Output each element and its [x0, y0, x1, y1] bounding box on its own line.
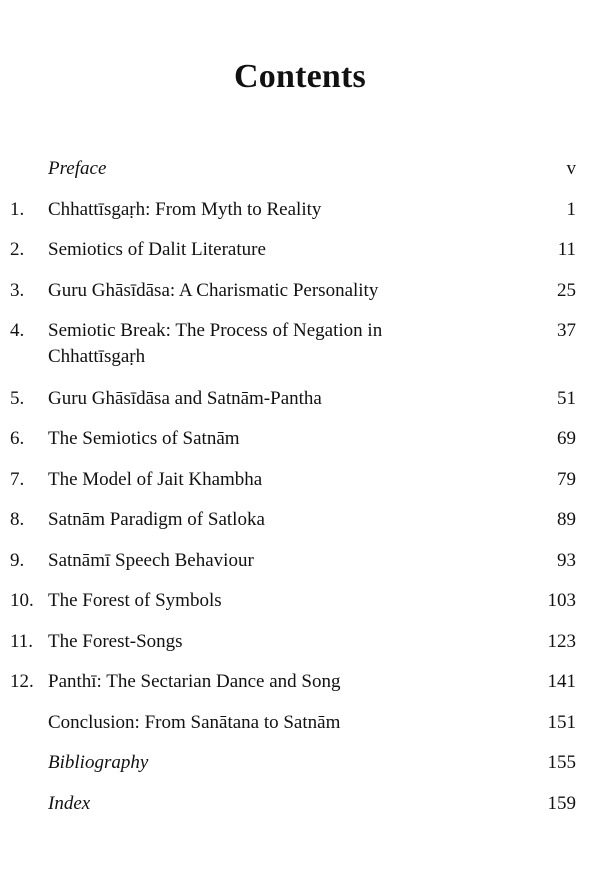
toc-entry	[0, 237, 600, 278]
entry-page-number: 103	[547, 590, 576, 611]
entry-number: 5.	[10, 387, 25, 409]
toc-entry	[0, 548, 600, 589]
entry-number: 7.	[10, 468, 25, 490]
entry-number: 10.	[10, 590, 34, 611]
entry-title: Semiotics of Dalit Literature	[48, 239, 266, 260]
toc-entry	[0, 278, 600, 319]
toc-entry	[0, 197, 600, 238]
table-of-contents	[0, 156, 600, 831]
toc-entry	[0, 507, 600, 548]
toc-entry	[0, 710, 600, 751]
entry-page-number: 141	[547, 671, 576, 692]
page-title: Contents	[234, 58, 366, 95]
toc-entry	[0, 588, 600, 629]
entry-page-number: 155	[547, 752, 576, 773]
entry-page-number: 51	[557, 387, 576, 409]
entry-title: The Model of Jait Khambha	[48, 468, 263, 490]
entry-title: Satnām Paradigm of Satloka	[48, 509, 265, 530]
entry-number: 3.	[10, 279, 25, 301]
entry-title: Chhattīsgaṛh: From Myth to Reality	[48, 198, 322, 220]
toc-entry	[0, 791, 600, 832]
entry-number: 9.	[10, 549, 25, 571]
entry-title: The Forest of Symbols	[48, 590, 222, 611]
toc-entry	[0, 318, 600, 386]
entry-title: The Forest-Songs	[48, 630, 183, 652]
toc-entry	[0, 629, 600, 670]
entry-page-number: 151	[547, 711, 576, 733]
entry-number: 8.	[10, 509, 25, 530]
toc-entry	[0, 156, 600, 197]
toc-entry	[0, 426, 600, 467]
entry-number: 12.	[10, 671, 34, 692]
entry-page-number: 69	[557, 428, 576, 449]
entry-title: Panthī: The Sectarian Dance and Song	[48, 671, 341, 692]
toc-entry	[0, 467, 600, 508]
entry-number: 6.	[10, 428, 25, 449]
entry-title: Guru Ghāsīdāsa: A Charismatic Personality	[48, 279, 379, 301]
entry-title: Satnāmī Speech Behaviour	[48, 549, 254, 571]
entry-page-number: 1	[566, 198, 576, 220]
entry-page-number: 123	[547, 630, 576, 652]
entry-page-number: 11	[557, 239, 576, 260]
toc-entry	[0, 750, 600, 791]
entry-page-number: 79	[557, 468, 576, 490]
toc-entry	[0, 386, 600, 427]
entry-page-number: 37	[557, 320, 576, 341]
entry-page-number: 93	[557, 549, 576, 571]
toc-entry	[0, 669, 600, 710]
entry-number: 4.	[10, 320, 25, 341]
entry-page-number: 89	[557, 509, 576, 530]
entry-title: Semiotic Break: The Process of Negation in Chhattīsgaṛh	[48, 320, 383, 367]
entry-page-number: 25	[557, 279, 576, 301]
entry-title: Index	[48, 792, 91, 814]
entry-title: Guru Ghāsīdāsa and Satnām-Pantha	[48, 387, 322, 409]
entry-title: Bibliography	[48, 752, 149, 773]
entry-page-number: v	[566, 158, 576, 179]
entry-number: 2.	[10, 239, 25, 260]
entry-number: 1.	[10, 198, 25, 220]
entry-title: Preface	[48, 158, 107, 179]
entry-title: Conclusion: From Sanātana to Satnām	[48, 711, 341, 733]
entry-page-number: 159	[547, 792, 576, 814]
entry-number: 11.	[10, 630, 34, 652]
entry-title: The Semiotics of Satnām	[48, 428, 240, 449]
